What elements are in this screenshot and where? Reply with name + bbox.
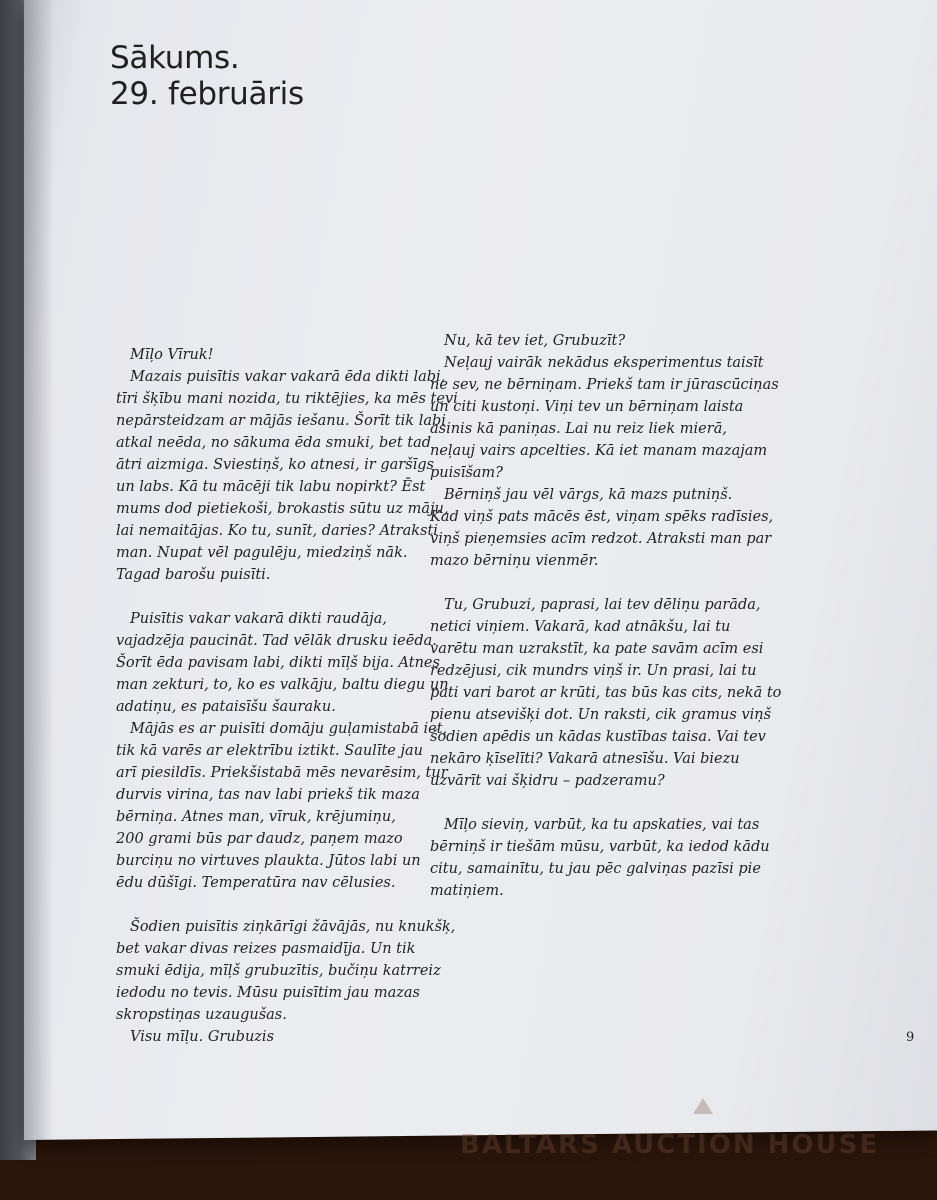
text-line: redzējusi, cik mundrs viņš ir. Un prasi, lai tu [430,663,757,679]
text-line: skropstiņas uzaugušas. [116,1007,287,1023]
text-line: Nu, kā tev iet, Grubuzīt? [444,333,626,349]
paragraph [430,594,782,792]
text-line: varētu man uzrakstīt, ka pate savām acīm esi [430,641,764,657]
paragraph [430,484,774,572]
paragraph-gap [430,572,750,594]
text-line: Tagad barošu puisīti. [116,567,271,583]
text-line: matiņiem. [430,883,504,899]
text-line: Mīļo Vīruk! [130,347,214,363]
text-line: man zekturi, to, ko es valkāju, baltu diegu un [116,677,449,693]
text-line: Visu mīļu. Grubuzis [130,1029,275,1045]
text-line: puisīšam? [430,465,503,481]
title-line-2: 29. februāris [110,76,304,112]
text-line: ātri aizmiga. Sviestiņš, ko atnesi, ir garšīgs [116,457,435,473]
text-line: mazo bērniņu vienmēr. [430,553,599,569]
text-line: Šodien puisītis ziņkārīgi žāvājās, nu knukšķ, [130,919,456,935]
text-line: bet vakar divas reizes pasmaidīja. Un tik [116,941,416,957]
paragraph [116,344,436,366]
text-line: Kad viņš pats mācēs ēst, viņam spēks radīsies, [430,509,774,525]
watermark: BALTARS AUCTION HOUSE [460,1130,880,1160]
text-line: arī piesildīs. Priekšistabā mēs nevarēsim, tur [116,765,448,781]
text-line: Bērniņš jau vēl vārgs, kā mazs putniņš. [444,487,733,503]
paragraph [116,916,456,1026]
paragraph [116,366,458,586]
text-line: atkal neēda, no sākuma ēda smuki, bet tad [116,435,432,451]
text-line: smuki ēdija, mīļš grubuzītis, bučiņu katrreiz [116,963,441,979]
text-line: adatiņu, es pataisīšu šauraku. [116,699,336,715]
paragraph [430,330,750,352]
text-line: Mīļo sieviņ, varbūt, ka tu apskaties, vai tas [444,817,760,833]
text-line: Puisītis vakar vakarā dikti raudāja, [130,611,387,627]
left-text-column [116,344,458,1048]
text-line: lai nemaitājas. Ko tu, sunīt, daries? Atraksti [116,523,438,539]
paragraph-gap [116,586,436,608]
text-line: pienu atsevišķi dot. Un raksti, cik gramus viņš [430,707,772,723]
text-line: nepārsteidzam ar mājās iešanu. Šorīt tik labi [116,413,446,429]
paragraph-gap [430,792,750,814]
text-line: šodien apēdis un kādas kustības taisa. Vai tev [430,729,766,745]
text-line: uzvārīt vai šķidru – padzeramu? [430,773,665,789]
right-text-column [430,330,782,902]
text-line: Tu, Grubuzi, paprasi, lai tev dēliņu parāda, [444,597,761,613]
text-line: burciņu no virtuves plaukta. Jūtos labi un [116,853,421,869]
text-line: 200 grami būs par daudz, paņem mazo [116,831,403,847]
text-line: Mazais puisītis vakar vakarā ēda dikti labi, [130,369,446,385]
paragraph [116,608,449,718]
text-line: citu, samainītu, tu jau pēc galviņas pazīsi pie [430,861,761,877]
page-number: 9 [906,1030,915,1045]
text-line: durvis virina, tas nav labi priekš tik maza [116,787,420,803]
text-line: bērniņš ir tiešām mūsu, varbūt, ka iedod kādu [430,839,770,855]
text-line: ēdu dūšīgi. Temperatūra nav cēlusies. [116,875,396,891]
text-line: vajadzēja paucināt. Tad vēlāk drusku ieēda. [116,633,437,649]
paragraph [430,352,779,484]
text-line: tīri šķību mani nozida, tu riktējies, ka mēs tevi [116,391,458,407]
text-line: Šorīt ēda pavisam labi, dikti mīļš bija. Atnes [116,655,440,671]
text-line: nekāro ķīselīti? Vakarā atnesīšu. Vai biezu [430,751,740,767]
paragraph [430,814,770,902]
paragraph [116,1026,436,1048]
text-line: pati vari barot ar krūti, tas būs kas cits, nekā to [430,685,782,701]
text-line: viņš pieņemsies acīm redzot. Atraksti man par [430,531,772,547]
text-line: neļauj vairs apcelties. Kā iet manam mazajam [430,443,768,459]
paragraph [116,718,448,894]
text-line: man. Nupat vēl pagulēju, miedziņš nāk. [116,545,408,561]
paragraph-gap [116,894,436,916]
text-line: Neļauj vairāk nekādus eksperimentus taisīt [444,355,764,371]
text-line: ne sev, ne bērniņam. Priekš tam ir jūrascūciņas [430,377,779,393]
watermark-logo-icon [693,1098,713,1114]
text-line: asinis kā paniņas. Lai nu reiz liek mierā, [430,421,727,437]
text-line: bērniņa. Atnes man, vīruk, krējumiņu, [116,809,396,825]
page-title [110,40,304,112]
title-line-1: Sākums. [110,40,240,76]
text-line: tik kā varēs ar elektrību iztikt. Saulīte jau [116,743,423,759]
text-line: Mājās es ar puisīti domāju guļamistabā iet, [130,721,448,737]
text-line: un citi kustoņi. Viņi tev un bērniņam laista [430,399,744,415]
text-line: netici viņiem. Vakarā, kad atnākšu, lai tu [430,619,731,635]
text-line: un labs. Kā tu mācēji tik labu nopirkt? Ēst [116,479,426,495]
text-line: mums dod pietiekoši, brokastis sūtu uz māju, [116,501,449,517]
text-line: iedodu no tevis. Mūsu puisītim jau mazas [116,985,420,1001]
